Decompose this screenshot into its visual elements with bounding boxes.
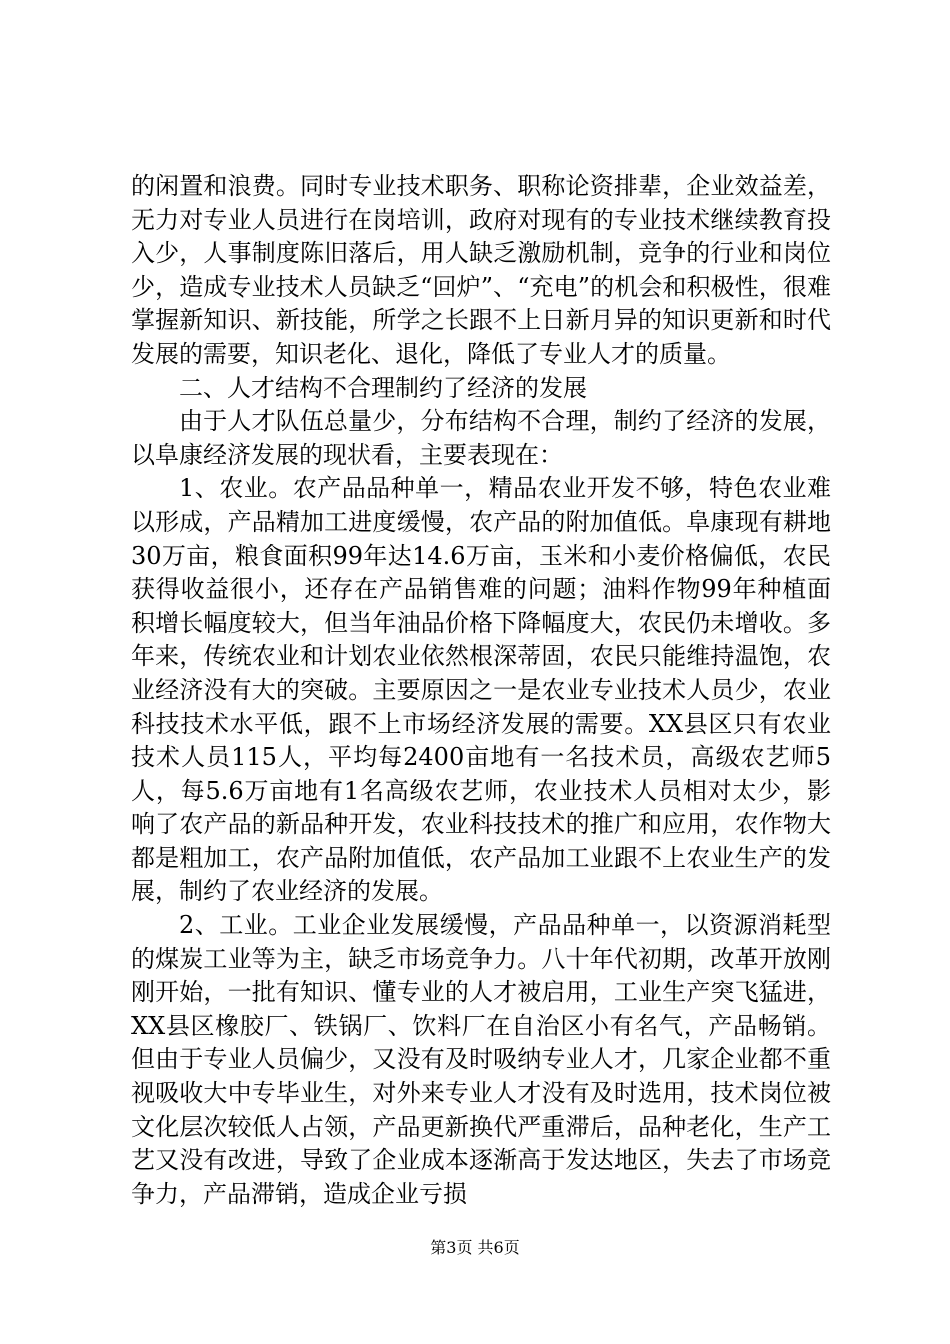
paragraph-continuation: 的闲置和浪费。同时专业技术职务、职称论资排辈，企业效益差，无力对专业人员进行在岗培训，政府对现有的专业技术继续教育投入少，人事制度陈旧落后，用人缺乏激励机制，竞争的行业和岗位少，造成专业技术人员缺乏“回炉”、“充电”的机会和积极性，很难掌握新知识、新技能，所学之长跟不上日新月异的知识更新和时代发展的需要，知识老化、退化，降低了专业人才的质量。 (131, 172, 831, 368)
paragraph-industry: 2、工业。工业企业发展缓慢，产品品种单一，以资源消耗型的煤炭工业等为主，缺乏市场竞争力。八十年代初期，改革开放刚刚开始，一批有知识、懂专业的人才被启用，工业生产突飞猛进，XX县区橡胶厂、铁锅厂、饮料厂在自治区小有名气，产品畅销。但由于专业人员偏少，又没有及时吸纳专业人才，几家企业都不重视吸收大中专毕业生，对外来专业人才没有及时选用，技术岗位被文化层次较低人占领，产品更新换代严重滞后，品种老化，生产工艺又没有改进，导致了企业成本逐渐高于发达地区，失去了市场竞争力，产品滞销，造成企业亏损 (131, 911, 831, 1208)
paragraph-intro: 由于人才队伍总量少，分布结构不合理，制约了经济的发展，以阜康经济发展的现状看，主要表现在： (131, 407, 831, 469)
document-body (131, 170, 831, 1211)
section-heading: 二、人才结构不合理制约了经济的发展 (179, 373, 587, 402)
page-footer: 第3页 共6页 (430, 1238, 520, 1257)
paragraph-agriculture: 1、农业。农产品品种单一，精品农业开发不够，特色农业难以形成，产品精加工进度缓慢，农产品的附加值低。阜康现有耕地30万亩，粮食面积99年达14.6万亩，玉米和小麦价格偏低，农民获得收益很小，还存在产品销售难的问题；油料作物99年种植面积增长幅度较大，但当年油品价格下降幅度大，农民仍未增收。多年来，传统农业和计划农业依然根深蒂固，农民只能维持温饱，农业经济没有大的突破。主要原因之一是农业专业技术人员少，农业科技技术水平低，跟不上市场经济发展的需要。XX县区只有农业技术人员115人，平均每2400亩地有一名技术员，高级农艺师5人，每5.6万亩地有1名高级农艺师，农业技术人员相对太少，影响了农产品的新品种开发，农业科技技术的推广和应用，农作物大都是粗加工，农产品附加值低，农产品加工业跟不上农业生产的发展，制约了农业经济的发展。 (131, 474, 831, 906)
